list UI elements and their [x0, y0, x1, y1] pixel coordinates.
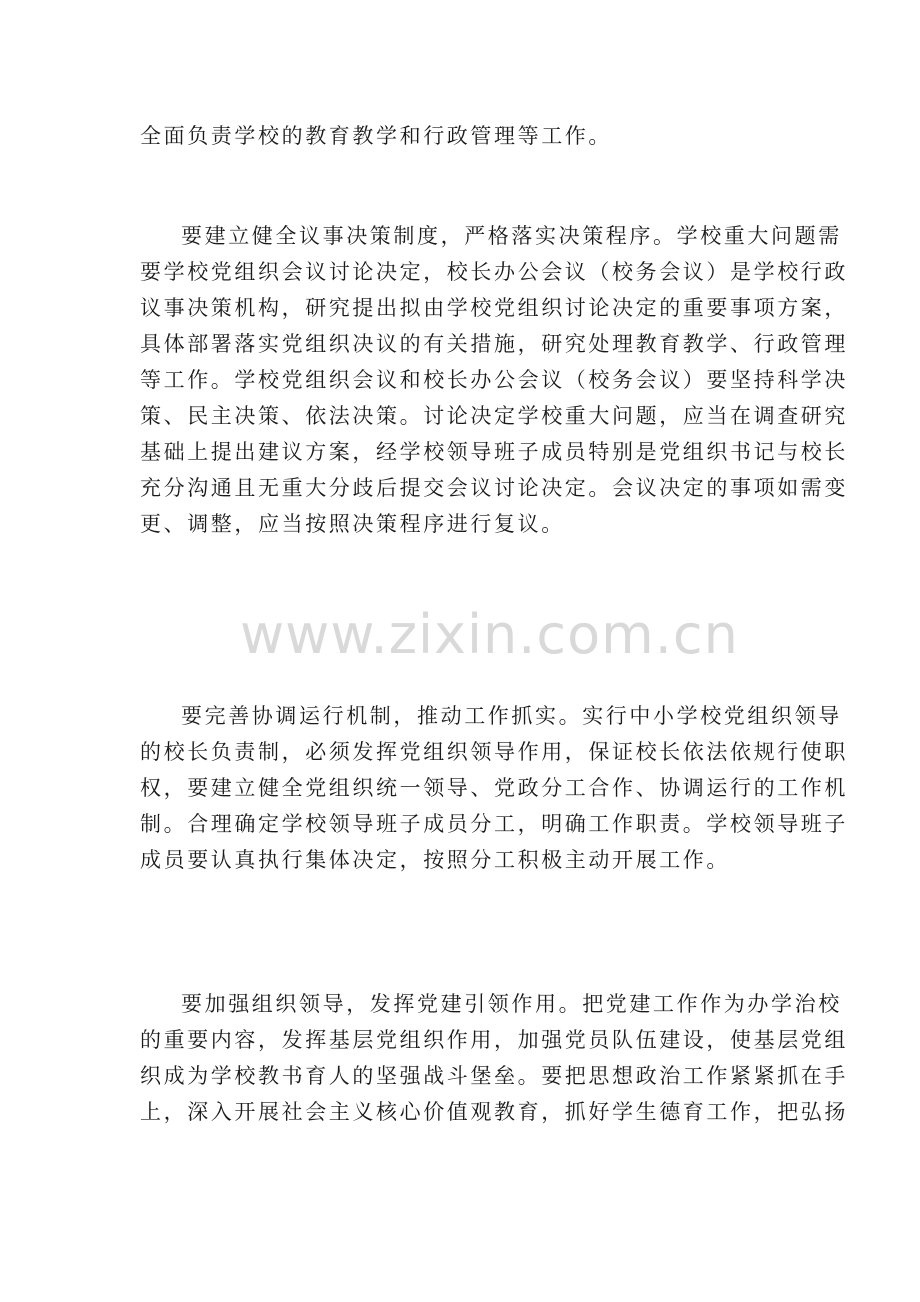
- paragraph-3-line-5: 成员要认真执行集体决定，按照分工积极主动开展工作。: [140, 848, 730, 872]
- paragraph-2-line-7: 基础上提出建议方案，经学校领导班子成员特别是党组织书记与校长: [140, 440, 848, 464]
- paragraph-4-line-2: 的重要内容，发挥基层党组织作用，加强党员队伍建设，使基层党组: [140, 1028, 848, 1052]
- paragraph-2-line-4: 具体部署落实党组织决议的有关措施，研究处理教育教学、行政管理: [140, 332, 848, 356]
- paragraph-2-line-8: 充分沟通且无重大分歧后提交会议讨论决定。会议决定的事项如需变: [140, 476, 848, 500]
- paragraph-1-line-1: 全面负责学校的教育教学和行政管理等工作。: [140, 124, 612, 148]
- paragraph-3-line-1: 要完善协调运行机制，推动工作抓实。实行中小学校党组织领导: [181, 704, 842, 728]
- paragraph-3-line-2: 的校长负责制，必须发挥党组织领导作用，保证校长依法依规行使职: [140, 740, 848, 764]
- paragraph-3-line-4: 制。合理确定学校领导班子成员分工，明确工作职责。学校领导班子: [140, 812, 848, 836]
- watermark: www.zixin.com.cn: [240, 603, 739, 666]
- paragraph-2-line-9: 更、调整，应当按照决策程序进行复议。: [140, 512, 565, 536]
- paragraph-4-line-3: 织成为学校教书育人的坚强战斗堡垒。要把思想政治工作紧紧抓在手: [140, 1064, 848, 1088]
- paragraph-4-line-1: 要加强组织领导，发挥党建引领作用。把党建工作作为办学治校: [181, 992, 842, 1016]
- paragraph-2-line-2: 要学校党组织会议讨论决定，校长办公会议（校务会议）是学校行政: [140, 260, 848, 284]
- paragraph-4-line-4: 上，深入开展社会主义核心价值观教育，抓好学生德育工作，把弘扬: [140, 1100, 848, 1124]
- paragraph-2-line-6: 策、民主决策、依法决策。讨论决定学校重大问题，应当在调查研究: [140, 404, 848, 428]
- paragraph-3-line-3: 权，要建立健全党组织统一领导、党政分工合作、协调运行的工作机: [140, 776, 848, 800]
- paragraph-2-line-5: 等工作。学校党组织会议和校长办公会议（校务会议）要坚持科学决: [140, 368, 848, 392]
- paragraph-2-line-3: 议事决策机构，研究提出拟由学校党组织讨论决定的重要事项方案，: [140, 296, 848, 320]
- paragraph-2-line-1: 要建立健全议事决策制度，严格落实决策程序。学校重大问题需: [181, 224, 842, 248]
